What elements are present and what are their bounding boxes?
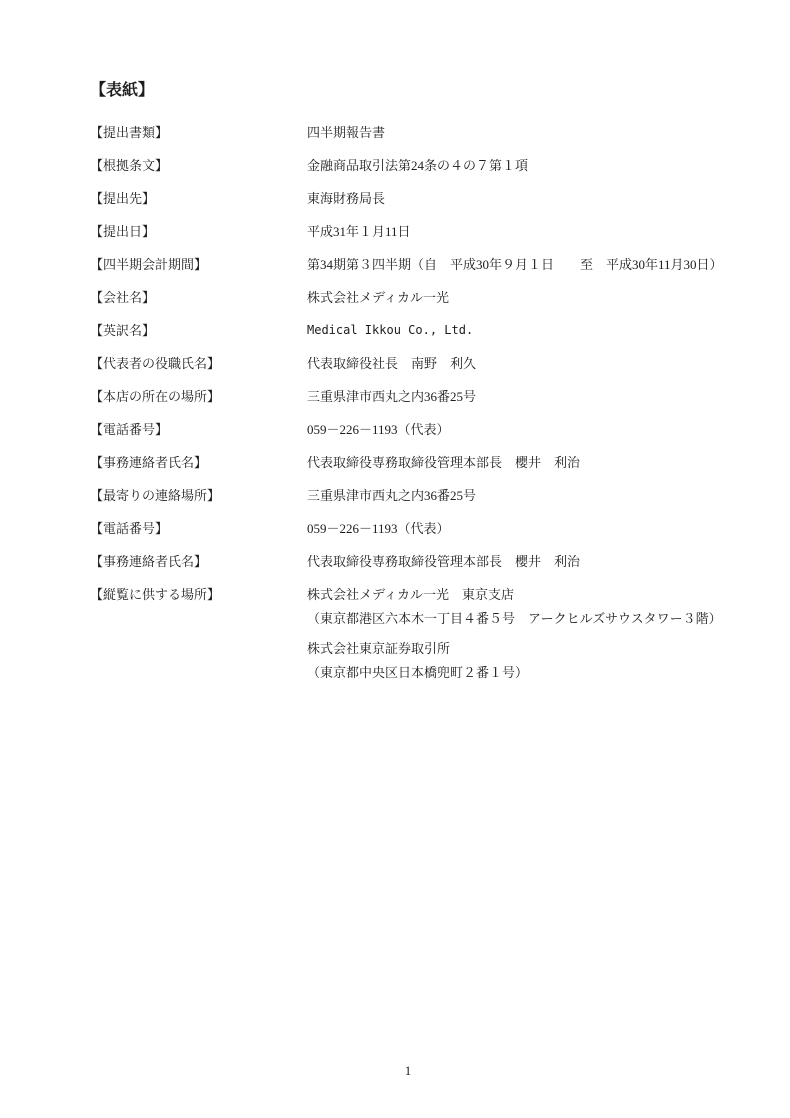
cover-page-content bbox=[90, 82, 750, 698]
field-value: 第34期第３四半期（自 平成30年９月１日 至 平成30年11月30日） bbox=[307, 257, 723, 272]
field-label: 【電話番号】 bbox=[90, 422, 169, 437]
field-label: 【英訳名】 bbox=[90, 323, 156, 338]
field-label: 【事務連絡者氏名】 bbox=[90, 554, 208, 569]
field-value: 代表取締役社長 南野 利久 bbox=[307, 356, 477, 371]
field-row-inspection-places bbox=[90, 587, 750, 680]
field-row-submission-date bbox=[90, 224, 750, 239]
field-value: 東海財務局長 bbox=[307, 191, 386, 206]
inspection-place-name-2: 株式会社東京証券取引所 bbox=[307, 641, 451, 656]
field-label: 【会社名】 bbox=[90, 290, 156, 305]
page-number: 1 bbox=[404, 1063, 412, 1078]
field-row-nearest-contact-place bbox=[90, 488, 750, 503]
field-value: 059－226－1193（代表） bbox=[307, 521, 450, 536]
page-title: 【表紙】 bbox=[90, 82, 155, 99]
field-value: 四半期報告書 bbox=[307, 125, 386, 140]
field-value: 三重県津市西丸之内36番25号 bbox=[307, 488, 477, 503]
field-value: 三重県津市西丸之内36番25号 bbox=[307, 389, 477, 404]
field-value: 代表取締役専務取締役管理本部長 櫻井 利治 bbox=[307, 455, 581, 470]
inspection-place-list bbox=[307, 587, 722, 680]
field-row-head-office-address bbox=[90, 389, 750, 404]
field-row-contact-person-2 bbox=[90, 554, 750, 569]
inspection-place-address-1: （東京都港区六本木一丁目４番５号 アークヒルズサウスタワー３階） bbox=[307, 611, 722, 626]
field-label: 【代表者の役職氏名】 bbox=[90, 356, 221, 371]
field-list bbox=[90, 125, 750, 680]
field-row-english-name bbox=[90, 323, 750, 338]
field-row-representative bbox=[90, 356, 750, 371]
field-row-submitted-to bbox=[90, 191, 750, 206]
field-value: 平成31年１月11日 bbox=[307, 224, 411, 239]
field-row-document-type bbox=[90, 125, 750, 140]
field-row-company-name bbox=[90, 290, 750, 305]
field-row-contact-person-1 bbox=[90, 455, 750, 470]
field-value: 株式会社メディカル一光 bbox=[307, 290, 449, 305]
field-value: 代表取締役専務取締役管理本部長 櫻井 利治 bbox=[307, 554, 581, 569]
field-row-quarter-period bbox=[90, 257, 750, 272]
field-label: 【四半期会計期間】 bbox=[90, 257, 208, 272]
field-value: 金融商品取引法第24条の４の７第１項 bbox=[307, 158, 529, 173]
field-value: 059－226－1193（代表） bbox=[307, 422, 450, 437]
field-value: Medical Ikkou Co., Ltd. bbox=[307, 323, 474, 337]
field-row-phone-number-2 bbox=[90, 521, 750, 536]
field-label: 【最寄りの連絡場所】 bbox=[90, 488, 221, 503]
field-label: 【提出日】 bbox=[90, 224, 156, 239]
field-label: 【提出先】 bbox=[90, 191, 156, 206]
field-label: 【事務連絡者氏名】 bbox=[90, 455, 208, 470]
field-label: 【根拠条文】 bbox=[90, 158, 169, 173]
field-label: 【本店の所在の場所】 bbox=[90, 389, 221, 404]
inspection-place-address-2: （東京都中央区日本橋兜町２番１号） bbox=[307, 665, 529, 680]
field-row-legal-basis bbox=[90, 158, 750, 173]
field-label: 【提出書類】 bbox=[90, 125, 169, 140]
field-row-phone-number-1 bbox=[90, 422, 750, 437]
field-label: 【電話番号】 bbox=[90, 521, 169, 536]
inspection-place-name-1: 株式会社メディカル一光 東京支店 bbox=[307, 587, 514, 602]
field-label: 【縦覧に供する場所】 bbox=[90, 587, 221, 602]
